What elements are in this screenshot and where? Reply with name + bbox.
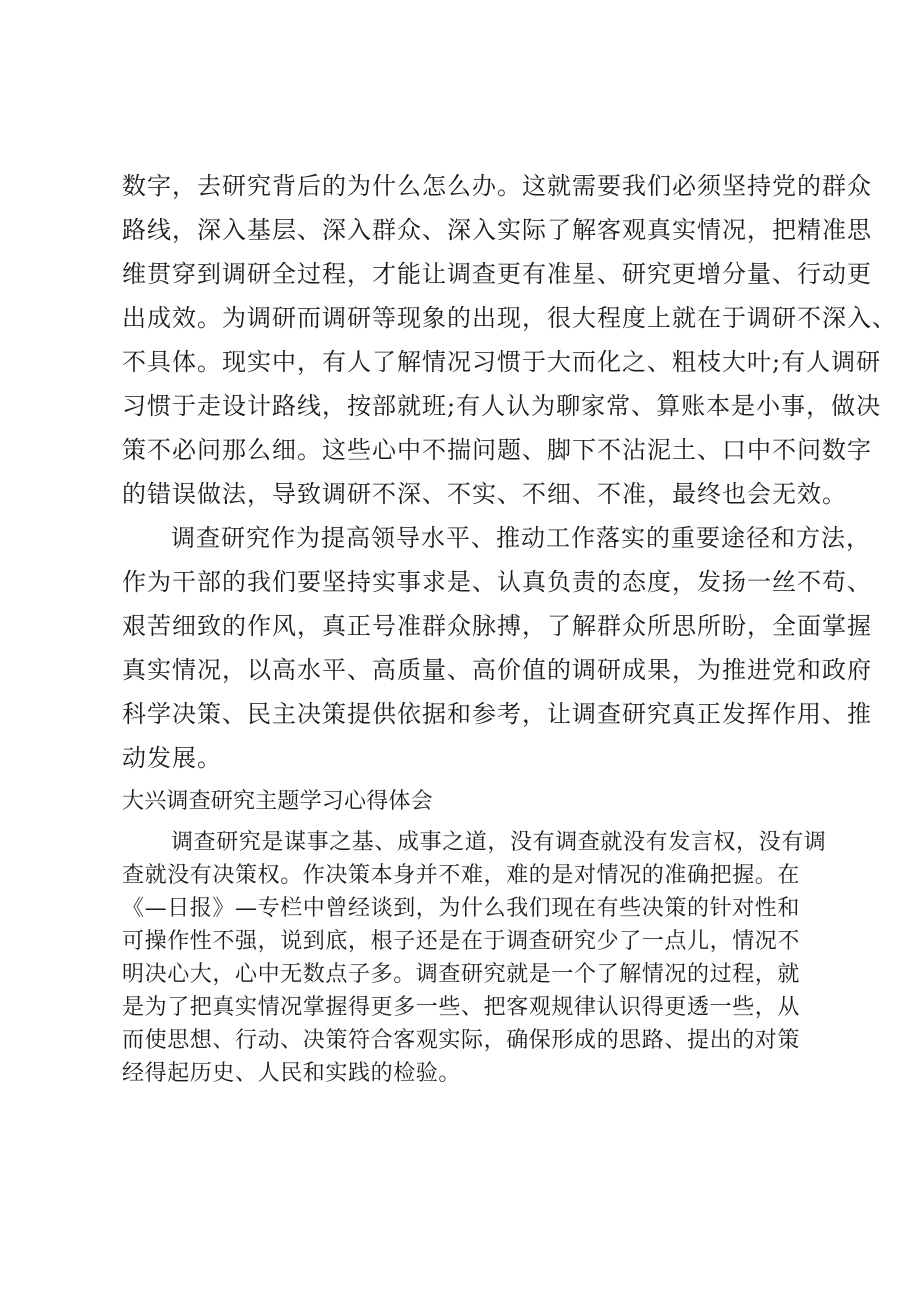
paragraph-3-line-3: 《—日报》—专栏中曾经谈到，为什么我们现在有些决策的针对性和 — [122, 896, 801, 921]
paragraph-1-line-8: 的错误做法，导致调研不深、不实、不细、不准，最终也会无效。 — [122, 480, 847, 508]
paragraph-2-line-6: 动发展。 — [122, 744, 222, 772]
paragraph-1-line-2: 路线，深入基层、深入群众、深入实际了解客观真实情况，把精准思 — [122, 216, 872, 244]
paragraph-2-line-5: 科学决策、民主决策提供依据和参考，让调查研究真正发挥作用、推 — [122, 700, 872, 728]
paragraph-1-line-3: 维贯穿到调研全过程，才能让调查更有准星、研究更增分量、行动更 — [122, 260, 872, 288]
paragraph-2-line-4: 真实情况，以高水平、高质量、高价值的调研成果，为推进党和政府 — [122, 656, 872, 684]
paragraph-3-line-7: 而使思想、行动、决策符合客观实际，确保形成的思路、提出的对策 — [122, 1028, 801, 1053]
paragraph-3-line-4: 可操作性不强，说到底，根子还是在于调查研究少了一点儿，情况不 — [122, 929, 801, 954]
paragraph-3-line-6: 是为了把真实情况掌握得更多一些、把客观规律认识得更透一些，从 — [122, 995, 801, 1020]
paragraph-3-line-5: 明决心大，心中无数点子多。调查研究就是一个了解情况的过程，就 — [122, 962, 801, 987]
section-heading: 大兴调查研究主题学习心得体会 — [122, 789, 433, 814]
paragraph-1-line-7: 策不必问那么细。这些心中不揣问题、脚下不沾泥土、口中不问数字 — [122, 436, 872, 464]
paragraph-1-line-1: 数字，去研究背后的为什么怎么办。这就需要我们必须坚持党的群众 — [122, 172, 872, 200]
paragraph-1-line-6: 习惯于走设计路线，按部就班;有人认为聊家常、算账本是小事，做决 — [122, 392, 882, 420]
paragraph-1-line-5: 不具体。现实中，有人了解情况习惯于大而化之、粗枝大叶;有人调研 — [122, 348, 882, 376]
paragraph-3-line-2: 查就没有决策权。作决策本身并不难，难的是对情况的准确把握。在 — [122, 863, 801, 888]
paragraph-3-line-1: 调查研究是谋事之基、成事之道，没有调查就没有发言权，没有调 — [171, 830, 827, 855]
paragraph-2-line-1: 调查研究作为提高领导水平、推动工作落实的重要途径和方法， — [171, 524, 871, 552]
paragraph-2-line-2: 作为干部的我们要坚持实事求是、认真负责的态度，发扬一丝不苟、 — [122, 568, 872, 596]
paragraph-2-line-3: 艰苦细致的作风，真正号准群众脉搏，了解群众所思所盼，全面掌握 — [122, 612, 872, 640]
paragraph-3-line-8: 经得起历史、人民和实践的检验。 — [122, 1061, 462, 1086]
paragraph-1-line-4: 出成效。为调研而调研等现象的出现，很大程度上就在于调研不深入、 — [122, 304, 897, 332]
